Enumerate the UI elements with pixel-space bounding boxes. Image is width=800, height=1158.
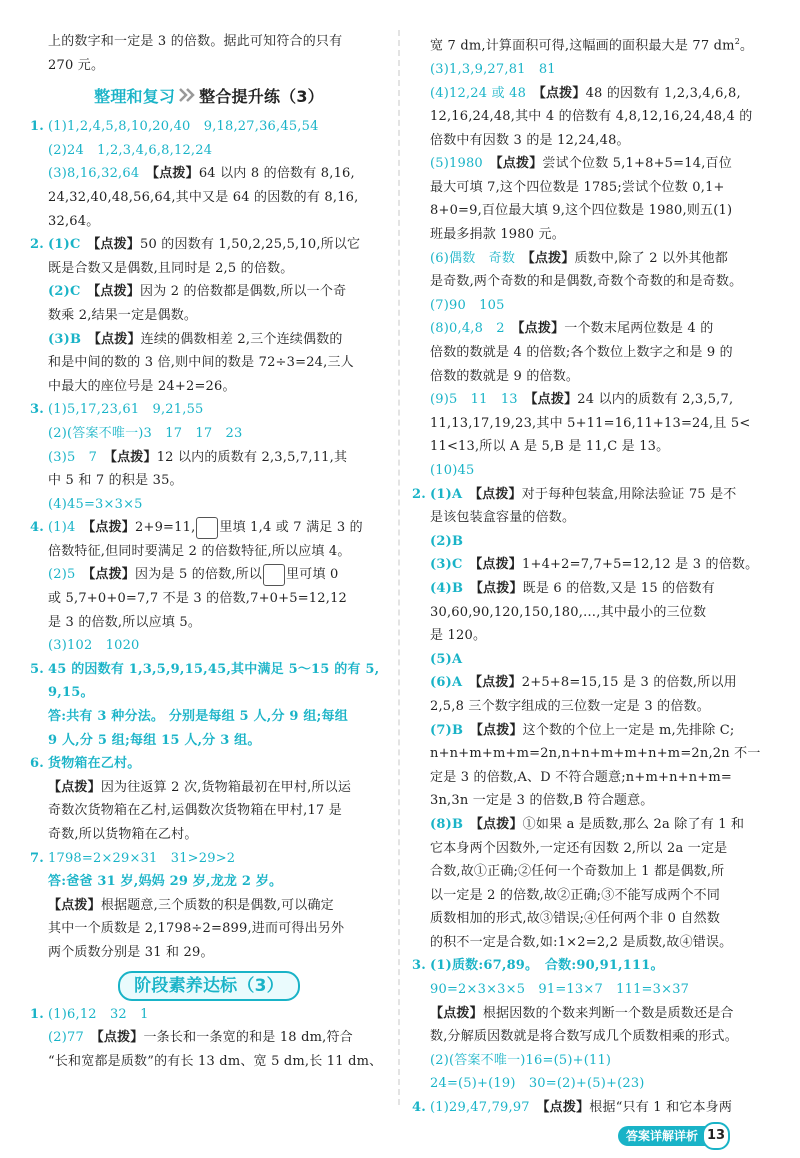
tip-label: 【点拨】 bbox=[93, 284, 141, 300]
answer-text: (7)B bbox=[430, 722, 464, 738]
section-heading-review bbox=[30, 83, 388, 111]
text-line: 或 5,7+0+0=7,7 不是 3 的倍数,7+0+5=12,12 bbox=[48, 591, 348, 607]
answer-line bbox=[412, 671, 770, 695]
tip-label: 【点拨】 bbox=[430, 1005, 483, 1021]
answer-text: (1)4 bbox=[48, 520, 76, 536]
text-line: 32,64。 bbox=[48, 213, 100, 229]
tip-line bbox=[30, 894, 388, 918]
text-line: 倍数特征,但同时要满足 2 的倍数特征,所以应填 4。 bbox=[48, 543, 351, 559]
text: 。 bbox=[740, 38, 754, 54]
answer-text: 45 的因数有 1,3,5,9,15,45,其中满足 5～15 的有 5, bbox=[48, 661, 380, 677]
answer-text: (3)5 7 bbox=[48, 449, 98, 465]
answer-text: (3)C bbox=[430, 557, 463, 573]
answer-text: (1)5,17,23,61 9,21,55 bbox=[48, 402, 204, 418]
answer-text: (6)偶数 奇数 bbox=[430, 250, 516, 266]
tip-label: 【点拨】 bbox=[152, 166, 199, 182]
text-line: 3n,3n 一定是 3 的倍数,B 符合题意。 bbox=[430, 793, 654, 809]
answer-line: (2)B bbox=[430, 533, 464, 549]
tip-line bbox=[412, 1002, 770, 1026]
answer-text: (1)6,12 32 1 bbox=[48, 1006, 149, 1022]
right-column bbox=[412, 30, 770, 1120]
answer-line: 答:爸爸 31 岁,妈妈 29 岁,龙龙 2 岁。 bbox=[48, 874, 283, 890]
tip-text: 一个数末尾两位数是 4 的 bbox=[564, 321, 714, 337]
answer-line bbox=[412, 152, 770, 176]
tip-text: 里可填 0 bbox=[286, 567, 339, 583]
text-line: 数,分解质因数就是将合数写成几个质数相乘的形式。 bbox=[430, 1029, 738, 1045]
text-line: 中最大的座位号是 24+2=26。 bbox=[48, 378, 236, 394]
text-line: 倍数中有因数 3 的是 12,24,48。 bbox=[430, 132, 630, 148]
text-line: 定是 3 的倍数,A、D 不符合题意;n+m+n+n+m= bbox=[430, 769, 733, 785]
answer-text: (8)B bbox=[430, 816, 464, 832]
tip-text: 质数中,除了 2 以外其他都 bbox=[574, 250, 728, 266]
tip-label: 【点拨】 bbox=[97, 1030, 144, 1046]
answer-line bbox=[30, 516, 388, 540]
section-title-stage: 阶段素养达标（3） bbox=[118, 971, 300, 1001]
answer-line: 9,15。 bbox=[48, 685, 94, 701]
answer-line bbox=[30, 280, 388, 304]
tip-label: 【点拨】 bbox=[539, 85, 586, 101]
answer-text: (1)A bbox=[430, 486, 463, 502]
tip-text: 因为是 5 的倍数,所以 bbox=[135, 567, 263, 583]
tip-label: 【点拨】 bbox=[530, 392, 578, 408]
left-column bbox=[30, 30, 388, 1073]
text-line: 11<13,所以 A 是 5,B 是 11,C 是 13。 bbox=[430, 439, 670, 455]
tip-label: 【点拨】 bbox=[93, 237, 141, 253]
answer-text: (1)1,2,4,5,8,10,20,40 9,18,27,36,45,54 bbox=[48, 119, 319, 135]
tip-label: 【点拨】 bbox=[110, 449, 157, 465]
text-line: 它本身两个因数外,一定还有因数 2,所以 2a 一定是 bbox=[430, 840, 728, 856]
section-heading-stage bbox=[30, 971, 388, 999]
tip-label: 【点拨】 bbox=[48, 897, 101, 913]
text-line: 合数,故①正确;②任何一个奇数加上 1 都是偶数,所 bbox=[430, 864, 725, 880]
answer-line bbox=[412, 483, 770, 507]
text-line: 11,13,17,19,23,其中 5+11=16,11+13=24,且 5< bbox=[430, 415, 751, 431]
tip-label: 【点拨】 bbox=[94, 331, 141, 347]
answer-line bbox=[412, 388, 770, 412]
tip-label: 【点拨】 bbox=[475, 486, 522, 502]
tip-text: 根据因数的个数来判断一个数是质数还是合 bbox=[482, 1005, 734, 1021]
text-line: 24,32,40,48,56,64,其中又是 64 的因数的有 8,16, bbox=[48, 189, 359, 205]
answer-text: (4)12,24 或 48 bbox=[430, 85, 527, 101]
tip-label: 【点拨】 bbox=[476, 580, 523, 596]
text-line: 8+0=9,百位最大填 9,这个四位数是 1980,则五(1) bbox=[430, 203, 733, 219]
answer-text: (2)5 bbox=[48, 567, 76, 583]
answer-line: (2)(答案不唯一)16=(5)+(11) bbox=[430, 1052, 612, 1068]
answer-line bbox=[30, 162, 388, 186]
answer-text: (3)B bbox=[48, 331, 82, 347]
answer-line bbox=[412, 954, 770, 978]
tip-label: 【点拨】 bbox=[88, 520, 136, 536]
text-line: 以一定是 2 的倍数,故②正确;③不能写成两个不同 bbox=[430, 887, 721, 903]
answer-line: (10)45 bbox=[430, 463, 475, 479]
answer-text: (8)0,4,8 2 bbox=[430, 321, 505, 337]
answer-line bbox=[30, 1003, 388, 1027]
answer-line bbox=[30, 752, 388, 776]
answer-text: (1)质数:67,89。 合数:90,91,111。 bbox=[430, 958, 664, 974]
tip-label: 【点拨】 bbox=[476, 816, 523, 832]
answer-line bbox=[30, 233, 388, 257]
answer-line: 答:共有 3 种分法。 分别是每组 5 人,分 9 组;每组 bbox=[48, 709, 348, 725]
text-line: 质数相加的形式,故③错误;④任何两个非 0 自然数 bbox=[430, 911, 721, 927]
tip-text: ①如果 a 是质数,那么 2a 除了有 1 和 bbox=[522, 816, 745, 832]
answer-text: (9)5 11 13 bbox=[430, 392, 518, 408]
answer-text: (2)C bbox=[48, 284, 81, 300]
answer-line: (3)102 1020 bbox=[48, 638, 140, 654]
tip-label: 【点拨】 bbox=[88, 567, 136, 583]
question-number: 7. bbox=[30, 850, 44, 866]
tip-text: 因为往返算 2 次,货物箱最初在甲村,所以运 bbox=[100, 779, 352, 795]
section-subtitle-practice: 整合提升练（3） bbox=[199, 87, 324, 107]
answer-text: (5)1980 bbox=[430, 156, 483, 172]
tip-label: 【点拨】 bbox=[517, 321, 565, 337]
answer-line bbox=[412, 719, 770, 743]
answer-line bbox=[412, 813, 770, 837]
question-number: 6. bbox=[30, 756, 44, 772]
answer-text: (6)A bbox=[430, 675, 463, 691]
text-line bbox=[412, 30, 770, 58]
tip-text: 根据题意,三个质数的积是偶数,可以确定 bbox=[100, 897, 334, 913]
answer-line: 90=2×3×3×5 91=13×7 111=3×37 bbox=[430, 982, 690, 998]
tip-text: 48 的因数有 1,2,3,4,6,8, bbox=[585, 85, 741, 101]
answer-text: 1798=2×29×31 31>29>2 bbox=[48, 850, 236, 866]
text-line: 12,16,24,48,其中 4 的倍数有 4,8,12,16,24,48,4 的 bbox=[430, 109, 753, 125]
answer-line bbox=[30, 115, 388, 139]
answer-text: (2)77 bbox=[48, 1030, 84, 1046]
blank-box bbox=[196, 517, 218, 539]
text-line: 是 3 的倍数,所以应填 5。 bbox=[48, 614, 202, 630]
answer-line bbox=[30, 446, 388, 470]
text-line: n+n+m+m+m=2n,n+n+m+m+n+m=2n,2n 不一 bbox=[430, 746, 761, 762]
answer-text: 货物箱在乙村。 bbox=[48, 756, 141, 772]
footer-label: 答案详解详析 bbox=[618, 1126, 706, 1146]
answer-line bbox=[30, 563, 388, 587]
text-line: 是奇数,两个奇数的和是偶数,奇数个奇数的和是奇数。 bbox=[430, 274, 743, 290]
answer-line bbox=[30, 328, 388, 352]
answer-line: (7)90 105 bbox=[430, 297, 505, 313]
question-number: 2. bbox=[30, 237, 44, 253]
question-number: 5. bbox=[30, 661, 44, 677]
text-line: 倍数的数就是 4 的倍数;各个数位上数字之和是 9 的 bbox=[430, 345, 733, 361]
superscript: 2 bbox=[734, 37, 741, 46]
text-line: 班最多捐款 1980 元。 bbox=[430, 227, 565, 243]
text-line: 的积不一定是合数,如:1×2=2,2 是质数,故④错误。 bbox=[430, 934, 733, 950]
tip-text: 这个数的个位上一定是 m,先排除 C; bbox=[522, 722, 735, 738]
answer-line: (2)(答案不唯一)3 17 17 23 bbox=[48, 425, 243, 441]
answer-line bbox=[412, 553, 770, 577]
answer-line: (2)24 1,2,3,4,6,8,12,24 bbox=[48, 142, 213, 158]
text-line: 和是中间的数的 3 倍,则中间的数是 72÷3=24,三人 bbox=[48, 355, 354, 371]
text-line: 中 5 和 7 的积是 35。 bbox=[48, 473, 183, 489]
question-number: 1. bbox=[30, 1006, 44, 1022]
tip-text: 50 的因数有 1,50,2,25,5,10,所以它 bbox=[140, 237, 361, 253]
blank-box bbox=[263, 564, 285, 586]
page-number: 13 bbox=[702, 1122, 730, 1150]
tip-text: 1+4+2=7,7+5=12,12 是 3 的倍数。 bbox=[522, 557, 759, 573]
text-line: 倍数的数就是 9 的倍数。 bbox=[430, 368, 580, 384]
text-line: 其中一个质数是 2,1798÷2=899,进而可得出另外 bbox=[48, 921, 345, 937]
tip-line bbox=[30, 776, 388, 800]
question-number: 4. bbox=[30, 520, 44, 536]
question-number: 2. bbox=[412, 486, 426, 502]
answer-line: 9 人,分 5 组;每组 15 人,分 3 组。 bbox=[48, 732, 261, 748]
text-line: 奇数,所以货物箱在乙村。 bbox=[48, 827, 198, 842]
question-number: 4. bbox=[412, 1100, 426, 1116]
tip-label: 【点拨】 bbox=[542, 1100, 590, 1116]
text-line: 数乘 2,结果一定是偶数。 bbox=[48, 307, 198, 323]
tip-text: 2+9=11, bbox=[135, 520, 196, 536]
tip-text: 既是 6 的倍数,又是 15 的倍数有 bbox=[522, 580, 715, 596]
tip-text: 24 以内的质数有 2,3,5,7, bbox=[577, 392, 734, 408]
question-number: 3. bbox=[30, 402, 44, 418]
text-line: 30,60,90,120,150,180,…,其中最小的三位数 bbox=[430, 604, 707, 620]
question-number: 1. bbox=[30, 119, 44, 135]
tip-text: 64 以内 8 的倍数有 8,16, bbox=[198, 166, 355, 182]
tip-label: 【点拨】 bbox=[475, 557, 523, 573]
tip-text: 一条长和一条宽的和是 18 dm,符合 bbox=[143, 1030, 353, 1046]
column-divider bbox=[398, 30, 400, 1105]
tip-label: 【点拨】 bbox=[496, 156, 543, 172]
answer-text: (1)29,47,79,97 bbox=[430, 1100, 530, 1116]
answer-line bbox=[412, 1096, 770, 1120]
text-line: 既是合数又是偶数,且同时是 2,5 的倍数。 bbox=[48, 260, 294, 276]
tip-label: 【点拨】 bbox=[48, 779, 101, 795]
text: 宽 7 dm,计算面积可得,这幅画的面积最大是 77 dm bbox=[430, 38, 735, 54]
answer-line: (3)1,3,9,27,81 81 bbox=[430, 61, 556, 77]
answer-text: (4)B bbox=[430, 580, 464, 596]
answer-line: 24=(5)+(19) 30=(2)+(5)+(23) bbox=[430, 1076, 645, 1092]
answer-text: (1)C bbox=[48, 237, 81, 253]
tip-label: 【点拨】 bbox=[528, 250, 575, 266]
chevron-right-icon bbox=[179, 85, 195, 113]
text-line: 270 元。 bbox=[48, 57, 105, 73]
tip-text: 2+5+8=15,15 是 3 的倍数,所以用 bbox=[521, 675, 737, 691]
section-title-review: 整理和复习 bbox=[94, 87, 176, 107]
answer-line bbox=[412, 317, 770, 341]
question-number: 3. bbox=[412, 958, 426, 974]
text-line: 是 120。 bbox=[430, 628, 487, 644]
answer-line: (4)45=3×3×5 bbox=[48, 496, 143, 512]
answer-line bbox=[30, 658, 388, 682]
tip-text: 因为 2 的倍数都是偶数,所以一个奇 bbox=[140, 284, 347, 300]
tip-text: 对于每种包装盒,用除法验证 75 是不 bbox=[521, 486, 737, 502]
answer-text: (3)8,16,32,64 bbox=[48, 166, 140, 182]
tip-label: 【点拨】 bbox=[475, 675, 522, 691]
tip-label: 【点拨】 bbox=[476, 722, 523, 738]
page-footer bbox=[618, 1122, 730, 1144]
answer-line bbox=[30, 847, 388, 871]
tip-text: 根据“只有 1 和它本身两 bbox=[589, 1100, 733, 1116]
text-line: 奇数次货物箱在乙村,运偶数次货物箱在甲村,17 是 bbox=[48, 803, 342, 819]
answer-line bbox=[412, 577, 770, 601]
text-line: 两个质数分别是 31 和 29。 bbox=[48, 944, 214, 960]
text-line: 2,5,8 三个数字组成的三位数一定是 3 的倍数。 bbox=[430, 698, 710, 714]
answer-line: (5)A bbox=[430, 651, 463, 667]
tip-text: 连续的偶数相差 2,三个连续偶数的 bbox=[140, 331, 343, 347]
text-line: “长和宽都是质数”的有长 13 dm、宽 5 dm,长 11 dm、 bbox=[48, 1053, 383, 1069]
answer-line bbox=[412, 82, 770, 106]
text-line: 上的数字和一定是 3 的倍数。据此可知符合的只有 bbox=[48, 34, 343, 49]
tip-text: 尝试个位数 5,1+8+5=14,百位 bbox=[542, 156, 732, 172]
text-line: 最大可填 7,这个四位数是 1785;尝试个位数 0,1+ bbox=[430, 179, 725, 195]
answer-line bbox=[30, 1026, 388, 1050]
tip-text: 12 以内的质数有 2,3,5,7,11,其 bbox=[156, 449, 348, 465]
tip-text: 里填 1,4 或 7 满足 3 的 bbox=[219, 520, 363, 536]
answer-line bbox=[30, 398, 388, 422]
answer-line bbox=[412, 247, 770, 271]
text-line: 是该包装盒容量的倍数。 bbox=[430, 510, 576, 526]
